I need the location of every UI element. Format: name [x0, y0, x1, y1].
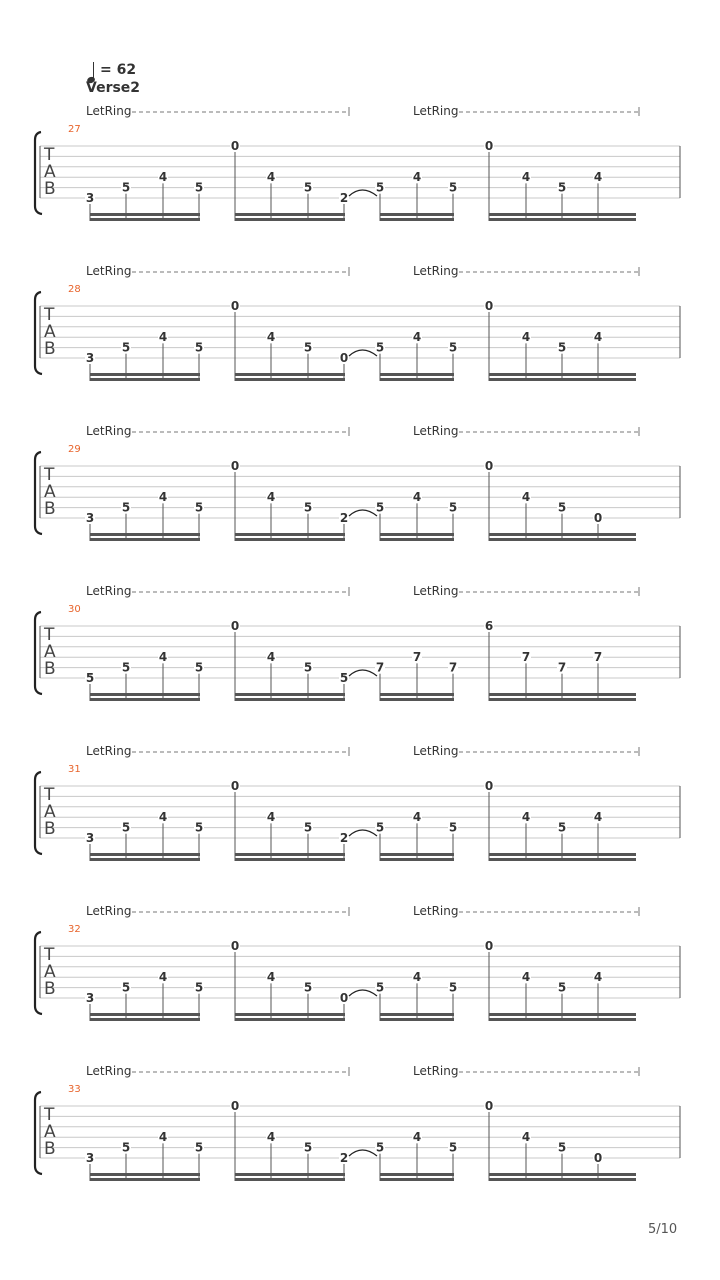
fret-number: 4: [593, 810, 603, 825]
tab-clef-letter: B: [44, 1139, 56, 1159]
fret-number: 0: [230, 139, 240, 153]
fret-number: 2: [339, 1151, 349, 1165]
tab-system: [35, 744, 680, 861]
tab-clef-letter: B: [44, 339, 56, 359]
beam-primary: [380, 538, 454, 541]
fret-number: 4: [521, 970, 531, 985]
beam-secondary: [90, 1173, 200, 1176]
beam-secondary: [380, 853, 454, 856]
beam-secondary: [90, 693, 200, 696]
section-marker: Verse2: [86, 80, 141, 96]
fret-number: 0: [484, 299, 494, 313]
beam-primary: [380, 698, 454, 701]
fret-number: 4: [266, 490, 276, 505]
fret-number: 5: [448, 500, 458, 515]
tab-clef-letter: A: [44, 642, 56, 662]
system-bracket: [35, 932, 42, 1014]
beam-secondary: [489, 373, 636, 376]
beam-secondary: [90, 1013, 200, 1016]
tab-clef-letter: T: [44, 465, 55, 485]
letring-label: LetRing: [413, 904, 459, 918]
beam-primary: [489, 698, 636, 701]
beam-secondary: [489, 853, 636, 856]
measure-number: 28: [68, 284, 81, 295]
fret-number: 5: [303, 980, 313, 995]
tie-arc: [349, 190, 377, 196]
tab-clef-letter: T: [44, 785, 55, 805]
beam-primary: [235, 218, 345, 221]
beam-secondary: [235, 1013, 345, 1016]
fret-number: 4: [412, 330, 422, 345]
fret-number: 2: [339, 511, 349, 525]
beam-secondary: [489, 693, 636, 696]
beam-secondary: [380, 213, 454, 216]
tab-system: [35, 904, 680, 1021]
beam-primary: [235, 538, 345, 541]
beam-secondary: [380, 1013, 454, 1016]
fret-number: 4: [158, 970, 168, 985]
fret-number: 5: [303, 820, 313, 835]
tab-clef-letter: T: [44, 145, 55, 165]
fret-number: 4: [158, 650, 168, 665]
beam-secondary: [90, 853, 200, 856]
fret-number: 4: [158, 330, 168, 345]
beam-primary: [90, 538, 200, 541]
letring-label: LetRing: [86, 264, 132, 278]
letring-label: LetRing: [86, 424, 132, 438]
tab-clef-letter: A: [44, 1122, 56, 1142]
measure-number: 32: [68, 924, 81, 935]
beam-secondary: [489, 213, 636, 216]
beam-secondary: [380, 1173, 454, 1176]
tab-clef-letter: A: [44, 802, 56, 822]
beam-secondary: [380, 533, 454, 536]
fret-number: 7: [375, 660, 385, 675]
fret-number: 5: [194, 660, 204, 675]
fret-number: 4: [266, 810, 276, 825]
beam-secondary: [380, 373, 454, 376]
fret-number: 5: [194, 180, 204, 195]
tab-clef-letter: T: [44, 305, 55, 325]
beam-primary: [90, 1178, 200, 1181]
fret-number: 0: [484, 1099, 494, 1113]
fret-number: 7: [521, 650, 531, 665]
beam-primary: [235, 858, 345, 861]
beam-primary: [90, 378, 200, 381]
system-bracket: [35, 772, 42, 854]
fret-number: 6: [484, 619, 494, 633]
beam-primary: [90, 1018, 200, 1021]
fret-number: 2: [339, 831, 349, 845]
fret-number: 0: [484, 779, 494, 793]
fret-number: 0: [593, 511, 603, 525]
fret-number: 5: [448, 820, 458, 835]
letring-label: LetRing: [86, 1064, 132, 1078]
tie-arc: [349, 350, 377, 356]
letring-label: LetRing: [413, 424, 459, 438]
beam-primary: [380, 858, 454, 861]
fret-number: 5: [121, 1140, 131, 1155]
letring-label: LetRing: [413, 584, 459, 598]
fret-number: 7: [448, 660, 458, 675]
beam-secondary: [90, 373, 200, 376]
tab-clef-letter: T: [44, 1105, 55, 1125]
beam-primary: [235, 378, 345, 381]
beam-primary: [380, 218, 454, 221]
beam-primary: [489, 1018, 636, 1021]
tie-arc: [349, 1150, 377, 1156]
beam-secondary: [90, 213, 200, 216]
tab-system: [35, 1064, 680, 1181]
fret-number: 5: [121, 820, 131, 835]
fret-number: 5: [375, 980, 385, 995]
fret-number: 7: [593, 650, 603, 665]
beam-primary: [489, 1178, 636, 1181]
tab-clef-letter: A: [44, 322, 56, 342]
measure-number: 30: [68, 604, 81, 615]
fret-number: 4: [521, 170, 531, 185]
fret-number: 5: [339, 671, 349, 685]
beam-primary: [90, 858, 200, 861]
measure-number: 27: [68, 124, 81, 135]
fret-number: 5: [85, 671, 95, 685]
fret-number: 4: [158, 810, 168, 825]
letring-label: LetRing: [413, 1064, 459, 1078]
fret-number: 5: [303, 1140, 313, 1155]
fret-number: 4: [266, 170, 276, 185]
tab-clef-letter: T: [44, 625, 55, 645]
system-bracket: [35, 1092, 42, 1174]
tie-arc: [349, 990, 377, 996]
fret-number: 5: [121, 340, 131, 355]
tab-system: [35, 424, 680, 541]
fret-number: 0: [339, 351, 349, 365]
tie-arc: [349, 670, 377, 676]
fret-number: 4: [593, 330, 603, 345]
fret-number: 0: [484, 939, 494, 953]
fret-number: 4: [412, 490, 422, 505]
beam-secondary: [235, 213, 345, 216]
letring-label: LetRing: [413, 744, 459, 758]
fret-number: 4: [266, 970, 276, 985]
beam-secondary: [235, 853, 345, 856]
fret-number: 3: [85, 1151, 95, 1165]
tab-system: [35, 264, 680, 381]
fret-number: 5: [375, 180, 385, 195]
tab-clef-letter: B: [44, 819, 56, 839]
fret-number: 3: [85, 511, 95, 525]
beam-primary: [235, 1178, 345, 1181]
fret-number: 0: [230, 1099, 240, 1113]
fret-number: 5: [303, 500, 313, 515]
tab-clef-letter: A: [44, 962, 56, 982]
beam-secondary: [235, 373, 345, 376]
fret-number: 0: [230, 939, 240, 953]
system-bracket: [35, 132, 42, 214]
letring-label: LetRing: [86, 744, 132, 758]
tab-clef-letter: B: [44, 499, 56, 519]
beam-primary: [235, 1018, 345, 1021]
beam-primary: [380, 1178, 454, 1181]
letring-label: LetRing: [413, 104, 459, 118]
fret-number: 5: [303, 660, 313, 675]
fret-number: 0: [593, 1151, 603, 1165]
fret-number: 7: [557, 660, 567, 675]
fret-number: 0: [484, 459, 494, 473]
fret-number: 2: [339, 191, 349, 205]
fret-number: 5: [303, 340, 313, 355]
beam-primary: [489, 378, 636, 381]
fret-number: 5: [448, 340, 458, 355]
fret-number: 4: [593, 970, 603, 985]
fret-number: 5: [448, 980, 458, 995]
fret-number: 3: [85, 831, 95, 845]
fret-number: 4: [521, 330, 531, 345]
fret-number: 5: [121, 980, 131, 995]
beam-primary: [380, 378, 454, 381]
fret-number: 5: [194, 1140, 204, 1155]
tab-clef-letter: B: [44, 659, 56, 679]
fret-number: 0: [230, 779, 240, 793]
beam-secondary: [235, 1173, 345, 1176]
fret-number: 5: [375, 340, 385, 355]
fret-number: 5: [194, 340, 204, 355]
fret-number: 3: [85, 191, 95, 205]
fret-number: 4: [412, 810, 422, 825]
measure-number: 31: [68, 764, 81, 775]
measure-number: 33: [68, 1084, 81, 1095]
fret-number: 7: [412, 650, 422, 665]
fret-number: 4: [158, 490, 168, 505]
tab-clef-letter: T: [44, 945, 55, 965]
measure-number: 29: [68, 444, 81, 455]
beam-primary: [90, 218, 200, 221]
beam-secondary: [380, 693, 454, 696]
fret-number: 4: [593, 170, 603, 185]
letring-label: LetRing: [86, 904, 132, 918]
fret-number: 5: [303, 180, 313, 195]
fret-number: 5: [448, 180, 458, 195]
fret-number: 4: [158, 170, 168, 185]
fret-number: 5: [557, 820, 567, 835]
fret-number: 0: [339, 991, 349, 1005]
tie-arc: [349, 830, 377, 836]
fret-number: 4: [521, 1130, 531, 1145]
tab-clef-letter: A: [44, 482, 56, 502]
fret-number: 0: [230, 299, 240, 313]
fret-number: 4: [521, 490, 531, 505]
fret-number: 4: [266, 330, 276, 345]
letring-label: LetRing: [413, 264, 459, 278]
fret-number: 0: [484, 139, 494, 153]
letring-label: LetRing: [86, 584, 132, 598]
system-bracket: [35, 612, 42, 694]
fret-number: 4: [412, 970, 422, 985]
fret-number: 5: [557, 340, 567, 355]
tab-system: [35, 104, 680, 221]
fret-number: 5: [194, 820, 204, 835]
tab-clef-letter: A: [44, 162, 56, 182]
fret-number: 5: [121, 180, 131, 195]
fret-number: 4: [266, 650, 276, 665]
fret-number: 5: [121, 660, 131, 675]
beam-primary: [489, 218, 636, 221]
fret-number: 0: [230, 619, 240, 633]
fret-number: 5: [557, 1140, 567, 1155]
fret-number: 0: [230, 459, 240, 473]
fret-number: 5: [557, 980, 567, 995]
fret-number: 5: [448, 1140, 458, 1155]
fret-number: 3: [85, 351, 95, 365]
tab-clef-letter: B: [44, 979, 56, 999]
beam-primary: [380, 1018, 454, 1021]
tempo-marking: = 62: [100, 62, 137, 78]
fret-number: 5: [121, 500, 131, 515]
beam-primary: [489, 538, 636, 541]
beam-secondary: [489, 533, 636, 536]
fret-number: 5: [375, 1140, 385, 1155]
fret-number: 5: [194, 980, 204, 995]
beam-primary: [235, 698, 345, 701]
fret-number: 4: [158, 1130, 168, 1145]
beam-primary: [90, 698, 200, 701]
beam-secondary: [90, 533, 200, 536]
page-number: 5/10: [648, 1222, 678, 1237]
beam-secondary: [235, 533, 345, 536]
beam-primary: [489, 858, 636, 861]
letring-label: LetRing: [86, 104, 132, 118]
fret-number: 4: [266, 1130, 276, 1145]
fret-number: 4: [412, 170, 422, 185]
tab-clef-letter: B: [44, 179, 56, 199]
tab-system: [35, 584, 680, 701]
beam-secondary: [235, 693, 345, 696]
fret-number: 3: [85, 991, 95, 1005]
fret-number: 4: [412, 1130, 422, 1145]
fret-number: 5: [194, 500, 204, 515]
fret-number: 5: [375, 820, 385, 835]
fret-number: 5: [557, 500, 567, 515]
system-bracket: [35, 292, 42, 374]
fret-number: 4: [521, 810, 531, 825]
beam-secondary: [489, 1013, 636, 1016]
tie-arc: [349, 510, 377, 516]
fret-number: 5: [557, 180, 567, 195]
fret-number: 5: [375, 500, 385, 515]
system-bracket: [35, 452, 42, 534]
beam-secondary: [489, 1173, 636, 1176]
